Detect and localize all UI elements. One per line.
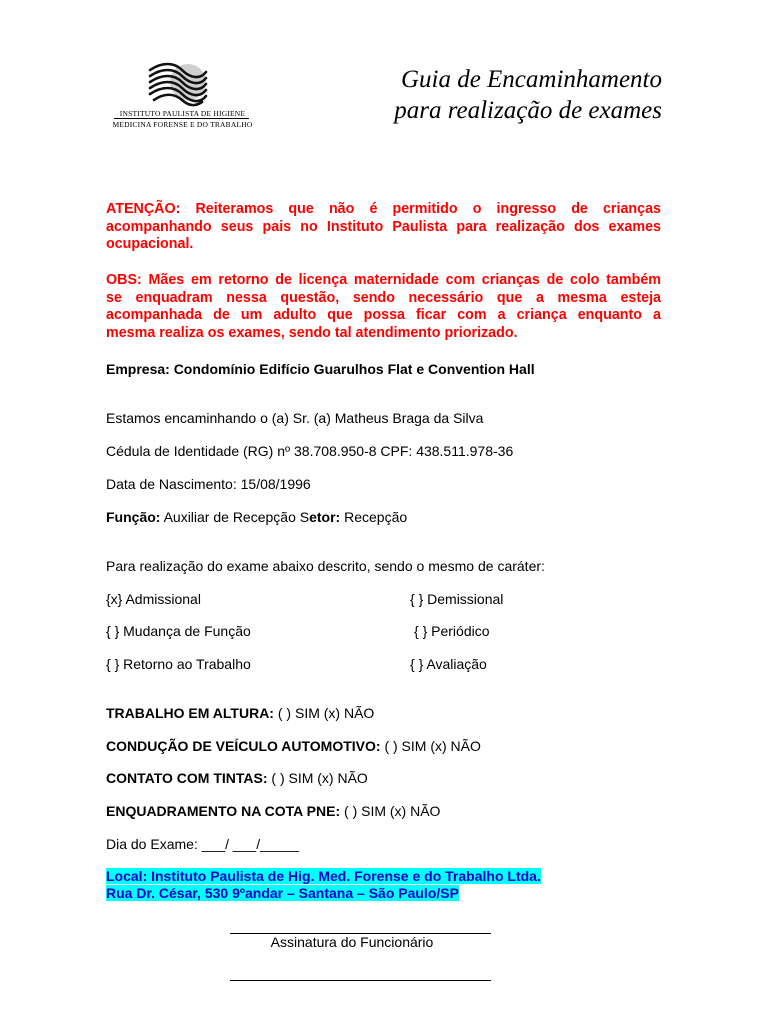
obs-line1: OBS: Mães em retorno de licença maternidade com crianças de colo também: [106, 272, 661, 288]
exam-type-mudanca-funcao[interactable]: { } Mudança de Função: [106, 623, 251, 639]
location-line2: Rua Dr. César, 530 9ºandar – Santana – São Paulo/SP: [106, 885, 459, 901]
question-contato-tintas: [106, 770, 368, 787]
question-answer[interactable]: ( ) SIM (x) NÃO: [380, 738, 481, 754]
funcao-value: Auxiliar de Recepção S: [160, 509, 310, 525]
institute-logo: [110, 60, 255, 135]
exam-location: [106, 868, 541, 902]
exam-type-periodico[interactable]: { } Periódico: [414, 623, 490, 639]
logo-text-line2: MEDICINA FORENSE E DO TRABALHO: [112, 120, 253, 129]
question-trabalho-altura: [106, 705, 374, 722]
identity-document: Cédula de Identidade (RG) nº 38.708.950-8 CPF: 438.511.978-36: [106, 443, 514, 459]
logo-text-line1: INSTITUTO PAULISTA DE HIGIENE: [119, 109, 246, 118]
question-answer[interactable]: ( ) SIM (x) NÃO: [267, 770, 368, 786]
setor-label: etor:: [309, 509, 341, 525]
question-label: CONTATO COM TINTAS:: [106, 770, 268, 786]
exam-type-avaliacao[interactable]: { } Avaliação: [410, 656, 487, 672]
exam-type-admissional[interactable]: {x} Admissional: [106, 591, 201, 607]
referral-text: Estamos encaminhando o (a) Sr. (a) Matheus Braga da Silva: [106, 410, 484, 426]
employee-signature-label: Assinatura do Funcionário: [270, 934, 434, 950]
obs-notice: [106, 272, 661, 342]
obs-line3: acompanhada de um adulto que possa ficar com a criança enquanto a: [106, 307, 661, 323]
attention-line3: ocupacional.: [106, 236, 194, 252]
logo-divider: [114, 118, 249, 119]
question-label: TRABALHO EM ALTURA:: [106, 705, 274, 721]
attention-line1: ATENÇÃO: Reiteramos que não é permitido o ingresso de crianças: [106, 201, 661, 217]
funcao-label: Função:: [106, 509, 161, 525]
birth-date: Data de Nascimento: 15/08/1996: [106, 476, 311, 492]
wave-globe-logo-icon: [146, 60, 210, 108]
attention-notice: [106, 201, 661, 254]
obs-line4: mesma realiza os exames, sendo tal atendimento priorizado.: [106, 324, 518, 341]
company-name: Empresa: Condomínio Edifício Guarulhos Flat e Convention Hall: [106, 361, 535, 377]
title-line2: para realização de exames: [394, 97, 662, 124]
function-sector: [106, 509, 407, 526]
location-line1: Local: Instituto Paulista de Hig. Med. Forense e do Trabalho Ltda.: [106, 868, 541, 884]
document-title: [360, 64, 662, 126]
attention-line2: acompanhando seus pais no Instituto Paulista para realização dos exames: [106, 218, 661, 235]
question-conducao-veiculo: [106, 738, 481, 755]
obs-line2: se enquadram nessa questão, sendo necessário que a mesma esteja: [106, 289, 661, 306]
title-line1: Guia de Encaminhamento: [400, 66, 662, 93]
exam-day: Dia do Exame: ___/ ___/_____: [106, 836, 300, 852]
question-cota-pne: [106, 803, 440, 820]
exam-type-retorno-trabalho[interactable]: { } Retorno ao Trabalho: [106, 656, 251, 672]
exam-intro: Para realização do exame abaixo descrito, sendo o mesmo de caráter:: [106, 558, 545, 574]
question-label: CONDUÇÃO DE VEÍCULO AUTOMOTIVO:: [106, 738, 381, 754]
question-answer[interactable]: ( ) SIM (x) NÃO: [340, 803, 441, 819]
second-signature-line: [230, 980, 491, 981]
question-answer[interactable]: ( ) SIM (x) NÃO: [273, 705, 375, 721]
setor-value: Recepção: [340, 509, 408, 525]
exam-type-demissional[interactable]: { } Demissional: [410, 591, 504, 607]
question-label: ENQUADRAMENTO NA COTA PNE:: [106, 803, 341, 819]
